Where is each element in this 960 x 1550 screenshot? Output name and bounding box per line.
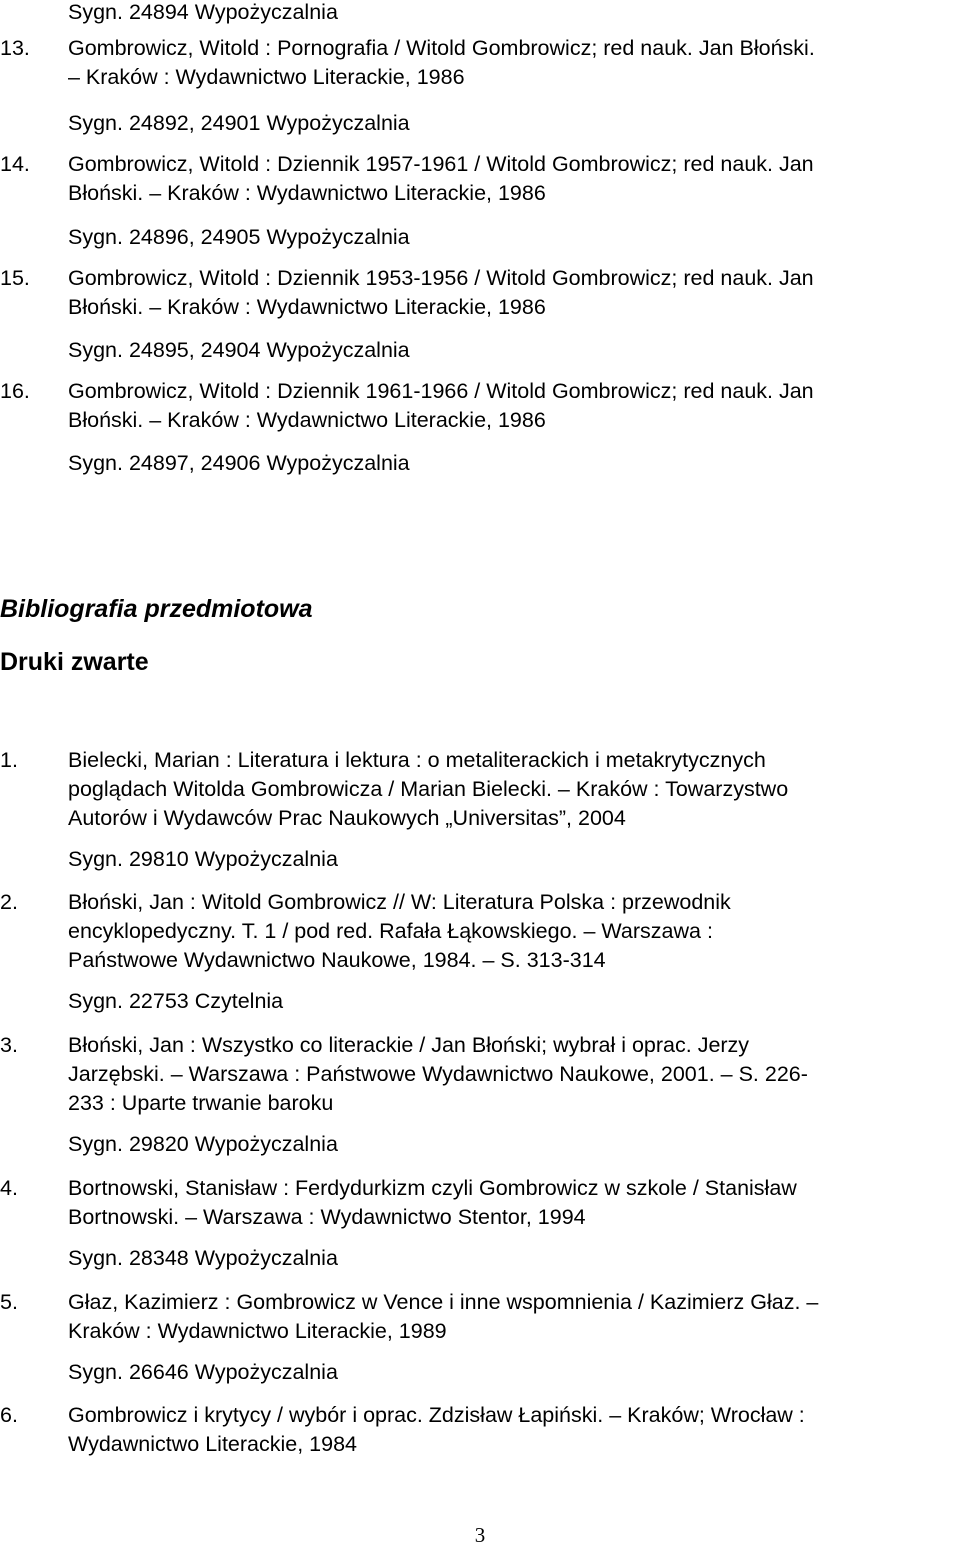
entry-line: 233 : Uparte trwanie baroku (68, 1091, 334, 1115)
entry-text (68, 34, 958, 92)
call-number: Sygn. 29820 Wypożyczalnia (68, 1132, 338, 1156)
call-number: Sygn. 24892, 24901 Wypożyczalnia (68, 111, 410, 135)
entry-text (68, 1174, 958, 1232)
entry-number: 3. (0, 1033, 18, 1057)
entry-number: 14. (0, 152, 30, 176)
entry-line: Gombrowicz, Witold : Pornografia / Witold Gombrowicz; red nauk. Jan Błoński. (68, 36, 815, 60)
entry-line: Bielecki, Marian : Literatura i lektura : o metaliterackich i metakrytycznych (68, 748, 766, 772)
call-number: Sygn. 24894 Wypożyczalnia (68, 0, 338, 24)
entry-text (68, 1288, 958, 1346)
entry-line: Gombrowicz, Witold : Dziennik 1957-1961 / Witold Gombrowicz; red nauk. Jan (68, 152, 814, 176)
entry-line: Bortnowski. – Warszawa : Wydawnictwo Stentor, 1994 (68, 1205, 586, 1229)
section-heading: Bibliografia przedmiotowa (0, 595, 313, 623)
entry-line: Błoński. – Kraków : Wydawnictwo Literackie, 1986 (68, 181, 546, 205)
entry-number: 5. (0, 1290, 18, 1314)
entry-text (68, 150, 958, 208)
entry-line: Błoński. – Kraków : Wydawnictwo Literackie, 1986 (68, 408, 546, 432)
entry-text (68, 1031, 958, 1118)
entry-number: 2. (0, 890, 18, 914)
entry-number: 16. (0, 379, 30, 403)
entry-line: Bortnowski, Stanisław : Ferdydurkizm czyli Gombrowicz w szkole / Stanisław (68, 1176, 797, 1200)
entry-line: Autorów i Wydawców Prac Naukowych „Universitas”, 2004 (68, 806, 626, 830)
call-number: Sygn. 24895, 24904 Wypożyczalnia (68, 338, 410, 362)
entry-number: 13. (0, 36, 30, 60)
entry-line: Głaz, Kazimierz : Gombrowicz w Vence i inne wspomnienia / Kazimierz Głaz. – (68, 1290, 819, 1314)
entry-text (68, 888, 958, 975)
entry-line: – Kraków : Wydawnictwo Literackie, 1986 (68, 65, 465, 89)
entry-line: Błoński. – Kraków : Wydawnictwo Literackie, 1986 (68, 295, 546, 319)
entry-line: Błoński, Jan : Wszystko co literackie / Jan Błoński; wybrał i oprac. Jerzy (68, 1033, 750, 1057)
entry-line: Gombrowicz i krytycy / wybór i oprac. Zdzisław Łapiński. – Kraków; Wrocław : (68, 1403, 805, 1427)
call-number: Sygn. 28348 Wypożyczalnia (68, 1246, 338, 1270)
entry-number: 4. (0, 1176, 18, 1200)
call-number: Sygn. 24896, 24905 Wypożyczalnia (68, 225, 410, 249)
page-number: 3 (474, 1523, 486, 1547)
call-number: Sygn. 26646 Wypożyczalnia (68, 1360, 338, 1384)
entry-text (68, 1401, 958, 1459)
entry-number: 6. (0, 1403, 18, 1427)
entry-line: Błoński, Jan : Witold Gombrowicz // W: Literatura Polska : przewodnik (68, 890, 731, 914)
entry-line: Jarzębski. – Warszawa : Państwowe Wydawnictwo Naukowe, 2001. – S. 226- (68, 1062, 808, 1086)
entry-text (68, 746, 958, 833)
entry-line: Państwowe Wydawnictwo Naukowe, 1984. – S. 313-314 (68, 948, 606, 972)
call-number: Sygn. 22753 Czytelnia (68, 989, 284, 1013)
entry-line: Wydawnictwo Literackie, 1984 (68, 1432, 358, 1456)
entry-line: Gombrowicz, Witold : Dziennik 1961-1966 / Witold Gombrowicz; red nauk. Jan (68, 379, 814, 403)
entry-number: 15. (0, 266, 30, 290)
entry-text (68, 264, 958, 322)
entry-line: Gombrowicz, Witold : Dziennik 1953-1956 / Witold Gombrowicz; red nauk. Jan (68, 266, 814, 290)
entry-line: encyklopedyczny. T. 1 / pod red. Rafała Łąkowskiego. – Warszawa : (68, 919, 713, 943)
call-number: Sygn. 29810 Wypożyczalnia (68, 847, 338, 871)
entry-text (68, 377, 958, 435)
entry-number: 1. (0, 748, 18, 772)
entry-line: poglądach Witolda Gombrowicza / Marian Bielecki. – Kraków : Towarzystwo (68, 777, 789, 801)
subsection-heading: Druki zwarte (0, 648, 149, 676)
entry-line: Kraków : Wydawnictwo Literackie, 1989 (68, 1319, 447, 1343)
call-number: Sygn. 24897, 24906 Wypożyczalnia (68, 451, 410, 475)
